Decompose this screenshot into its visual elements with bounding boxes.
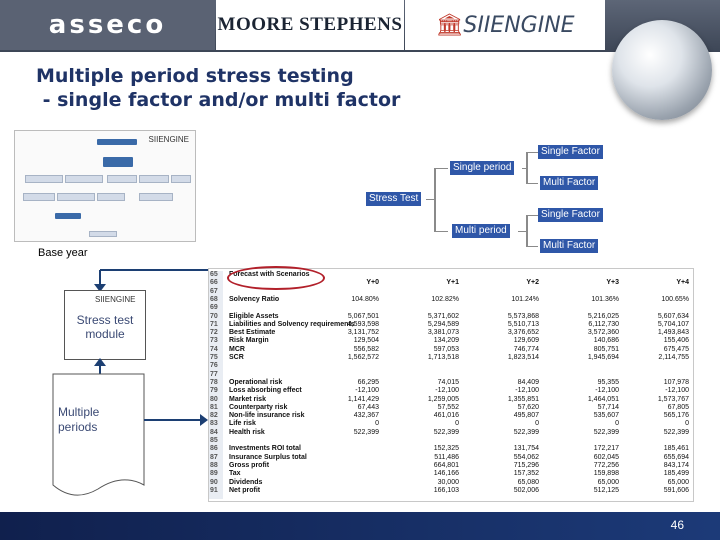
table-cell: -12,100 (435, 387, 459, 395)
table-cell: 522,399 (353, 428, 379, 436)
row-label: Operational risk (229, 378, 283, 386)
table-cell: 522,399 (663, 428, 689, 436)
tree-connector (518, 231, 528, 232)
tree-connector (526, 183, 538, 184)
stress-brand: SIIENGINE (95, 295, 136, 304)
table-cell: Y+4 (676, 279, 689, 287)
row-number: 89 (210, 470, 218, 478)
table-cell: 1,713,518 (427, 354, 459, 361)
diagram-brand: SIIENGINE (148, 135, 189, 144)
table-cell: 101.24% (511, 295, 539, 303)
table-cell: 1,464,051 (587, 395, 619, 403)
table-cell: 522,399 (513, 428, 539, 436)
row-number: 86 (210, 445, 218, 453)
row-label: Net profit (229, 486, 261, 494)
table-cell: 0 (615, 420, 619, 428)
table-cell: 3,131,752 (347, 329, 379, 337)
table-cell: 146,166 (433, 470, 459, 478)
row-number: 80 (210, 395, 218, 403)
row-label: Investments ROI total (229, 445, 301, 453)
table-cell: 155,406 (663, 337, 689, 345)
table-cell: 84,409 (517, 378, 539, 386)
table-cell: 556,582 (353, 345, 379, 353)
row-label: Tax (229, 470, 241, 478)
table-cell: 502,006 (513, 486, 539, 494)
page-title: Multiple period stress testing - single factor and/or multi factor (36, 65, 401, 111)
table-cell: -12,100 (515, 387, 539, 395)
table-cell: 1,562,572 (347, 354, 379, 361)
table-cell: 591,606 (663, 486, 689, 494)
base-year-label: Base year (38, 247, 88, 259)
row-number: 91 (210, 486, 218, 494)
row-label: SCR (229, 354, 244, 361)
table-cell: 5,067,501 (347, 312, 379, 320)
row-label: Counterparty risk (229, 403, 288, 411)
node-single-factor-2[interactable]: Single Factor (538, 208, 603, 222)
asseco-logo-text: asseco (48, 10, 167, 40)
table-cell: 602,045 (593, 453, 619, 461)
table-cell: 746,774 (513, 345, 539, 353)
table-cell: 805,751 (593, 345, 619, 353)
table-cell: 30,000 (437, 478, 459, 486)
table-cell: -12,100 (355, 387, 379, 395)
row-number: 69 (210, 304, 218, 312)
table-cell: Y+0 (366, 279, 379, 287)
row-label: Gross profit (229, 461, 270, 469)
table-cell: 57,620 (517, 403, 539, 411)
table-cell: 67,443 (357, 403, 379, 411)
siiengine-logo-text: SIIENGINE (463, 12, 575, 38)
table-cell: 511,486 (434, 453, 459, 461)
table-cell: Y+2 (526, 279, 539, 287)
row-label: Solvency Ratio (229, 295, 280, 303)
highlight-oval (227, 266, 325, 290)
diagram-node (97, 193, 125, 201)
table-cell: 3,381,073 (427, 329, 459, 337)
row-label: MCR (229, 345, 245, 353)
table-cell: 1,355,851 (507, 395, 539, 403)
table-cell: 5,371,602 (427, 312, 459, 320)
table-cell: 157,352 (513, 470, 539, 478)
row-number: 76 (210, 362, 218, 370)
moore-stephens-logo (216, 0, 404, 50)
row-label: Market risk (229, 395, 266, 403)
row-number: 72 (210, 329, 218, 337)
table-cell: 664,801 (433, 461, 459, 469)
page-number: 46 (670, 518, 684, 532)
diagram-node (25, 175, 63, 183)
table-cell: 512,125 (593, 486, 619, 494)
periods-arrow (140, 410, 210, 430)
table-title: Forecast with Scenarios (229, 271, 310, 278)
diagram-node (89, 231, 117, 237)
table-cell: 131,754 (513, 445, 539, 453)
multiple-periods-doc (52, 373, 144, 498)
table-cell: Y+3 (606, 279, 619, 287)
row-number: 75 (210, 354, 218, 361)
table-cell: 2,114,755 (658, 354, 689, 361)
table-cell: 715,296 (513, 461, 539, 469)
row-number: 79 (210, 387, 218, 395)
tree-connector (526, 215, 538, 216)
table-cell: 554,062 (513, 453, 539, 461)
node-multi-factor-2[interactable]: Multi Factor (540, 239, 598, 253)
process-diagram-thumbnail (14, 130, 196, 242)
table-cell: 102.82% (431, 295, 459, 303)
table-cell: 129,609 (513, 337, 539, 345)
table-cell: 432,367 (353, 412, 379, 420)
table-cell: 100.65% (661, 295, 689, 303)
table-cell: 522,399 (433, 428, 459, 436)
row-number: 85 (210, 437, 218, 444)
table-cell: 597,053 (433, 345, 459, 353)
table-cell: 5,510,713 (507, 320, 539, 328)
diagram-node (139, 175, 169, 183)
table-cell: 5,607,634 (657, 312, 689, 320)
table-cell: 134,209 (433, 337, 459, 345)
multiple-periods-label: Multiple periods (58, 405, 100, 434)
row-number: 74 (210, 345, 218, 353)
row-label: Loss absorbing effect (229, 387, 302, 395)
row-number: 83 (210, 420, 218, 428)
diagram-node (139, 193, 173, 201)
node-multi-period[interactable]: Multi period (452, 224, 510, 238)
tree-connector (526, 246, 538, 247)
table-cell: 65,080 (517, 478, 539, 486)
table-cell: 0 (455, 420, 459, 428)
table-cell: 3,376,652 (507, 329, 539, 337)
tree-connector (434, 168, 436, 232)
diagram-node (65, 175, 103, 183)
table-cell: 1,945,694 (587, 354, 619, 361)
table-cell: 107,978 (663, 378, 689, 386)
row-number: 65 (210, 271, 218, 278)
table-cell: 655,694 (663, 453, 689, 461)
stress-test-module-label: Stress test module (76, 313, 134, 341)
siiengine-logo (405, 0, 605, 50)
row-number: 71 (210, 320, 218, 328)
row-number: 68 (210, 295, 218, 303)
tree-connector (434, 168, 448, 169)
table-cell: 65,000 (597, 478, 619, 486)
globe-icon (612, 20, 712, 120)
row-label: Liabilities and Solvency requirements (229, 320, 355, 328)
row-number: 73 (210, 337, 218, 345)
node-single-factor-1[interactable]: Single Factor (538, 145, 603, 159)
row-label: Dividends (229, 478, 263, 486)
table-cell: 5,573,868 (507, 312, 539, 320)
row-number: 77 (210, 370, 218, 378)
table-cell: 159,898 (593, 470, 619, 478)
table-cell: 101.36% (591, 295, 619, 303)
table-cell: 129,504 (353, 337, 379, 345)
table-cell: 772,256 (593, 461, 619, 469)
table-cell: 522,399 (593, 428, 619, 436)
tree-connector (526, 152, 538, 153)
row-number: 88 (210, 461, 218, 469)
table-cell: 0 (685, 420, 689, 428)
table-cell: Y+1 (446, 279, 459, 287)
table-cell: 675,475 (663, 345, 689, 353)
node-multi-factor-1[interactable]: Multi Factor (540, 176, 598, 190)
table-cell: 166,103 (433, 486, 459, 494)
row-number: 82 (210, 412, 218, 420)
moore-stephens-logo-text: MOORE STEPHENS (217, 14, 403, 35)
table-cell: 152,325 (433, 445, 459, 453)
table-cell: 1,573,767 (657, 395, 689, 403)
row-number: 70 (210, 312, 218, 320)
row-number: 67 (210, 287, 218, 295)
row-label: Risk Margin (229, 337, 269, 345)
row-label: Insurance Surplus total (229, 453, 307, 461)
bank-icon: 🏛 (435, 12, 464, 38)
table-cell: -12,100 (665, 387, 689, 395)
stress-test-module-box[interactable] (64, 290, 146, 360)
table-cell: 185,499 (663, 470, 689, 478)
footer-bar (0, 512, 720, 540)
row-label: Non-life insurance risk (229, 412, 305, 420)
table-cell: 6,112,730 (588, 320, 619, 328)
table-cell: 5,216,025 (587, 312, 619, 320)
diagram-node (97, 139, 137, 145)
table-cell: 4,593,598 (347, 320, 379, 328)
table-cell: 461,016 (433, 412, 459, 420)
table-cell: 0 (375, 420, 379, 428)
row-number: 81 (210, 403, 218, 411)
tree-connector (434, 231, 448, 232)
tree-connector (426, 199, 436, 200)
table-cell: -12,100 (595, 387, 619, 395)
row-number: 66 (210, 279, 218, 287)
table-cell: 1,493,843 (657, 329, 689, 337)
node-stress-test[interactable]: Stress Test (366, 192, 421, 206)
table-cell: 185,461 (663, 445, 689, 453)
diagram-node (23, 193, 55, 201)
diagram-node (171, 175, 191, 183)
table-cell: 535,607 (593, 412, 619, 420)
table-cell: 95,355 (597, 378, 619, 386)
table-cell: 140,686 (593, 337, 619, 345)
row-number: 78 (210, 378, 218, 386)
table-cell: 172,217 (593, 445, 619, 453)
table-cell: 1,259,005 (427, 395, 459, 403)
table-cell: 5,704,107 (657, 320, 689, 328)
row-label: Health risk (229, 428, 265, 436)
asseco-logo (0, 0, 215, 50)
row-label: Life risk (229, 420, 256, 428)
forecast-table (208, 268, 694, 502)
diagram-node (103, 157, 133, 167)
diagram-node (107, 175, 137, 183)
node-single-period[interactable]: Single period (450, 161, 514, 175)
table-cell: 1,141,429 (347, 395, 379, 403)
row-number: 90 (210, 478, 218, 486)
table-cell: 67,805 (667, 403, 689, 411)
table-cell: 495,807 (513, 412, 539, 420)
table-cell: 57,552 (437, 403, 459, 411)
table-cell: 565,176 (663, 412, 689, 420)
tree-connector (522, 168, 528, 169)
table-cell: 843,174 (663, 461, 689, 469)
table-cell: 74,015 (437, 378, 459, 386)
table-cell: 1,823,514 (507, 354, 539, 361)
diagram-node (57, 193, 95, 201)
table-cell: 65,000 (667, 478, 689, 486)
table-cell: 5,294,589 (427, 320, 459, 328)
table-cell: 104.80% (351, 295, 379, 303)
header-bar (0, 0, 720, 52)
row-number: 87 (210, 453, 218, 461)
table-cell: 3,572,360 (587, 329, 619, 337)
row-number: 84 (210, 428, 218, 436)
table-cell: 57,714 (597, 403, 619, 411)
row-label: Best Estimate (229, 329, 276, 337)
diagram-node (55, 213, 81, 219)
table-cell: 66,295 (357, 378, 379, 386)
table-cell: 0 (535, 420, 539, 428)
row-label: Eligible Assets (229, 312, 279, 320)
